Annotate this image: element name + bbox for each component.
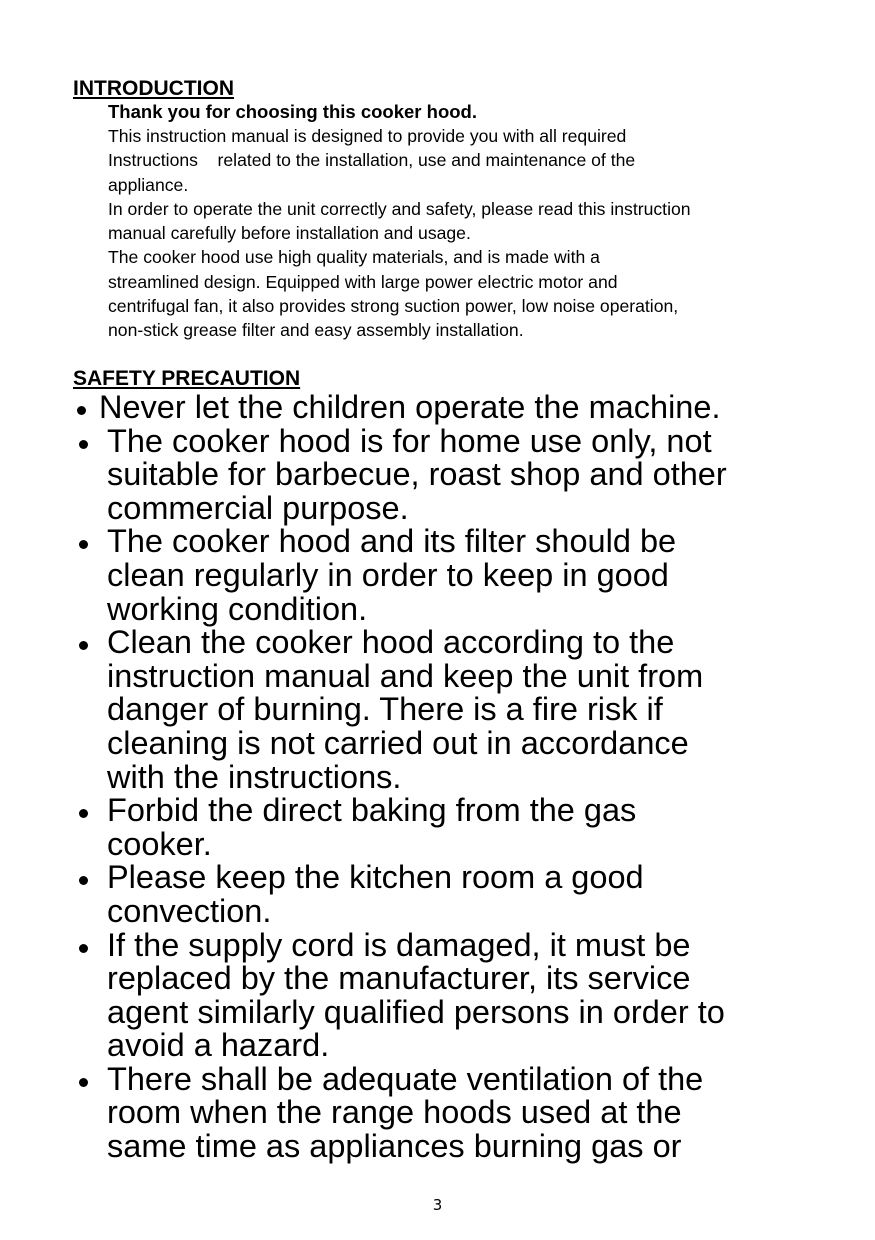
introduction-body (108, 100, 808, 343)
introduction-line: streamlined design. Equipped with large power electric motor and (108, 271, 618, 292)
bullet-icon (77, 406, 86, 415)
list-item-text: avoid a hazard. (107, 1027, 330, 1064)
list-item-text: commercial purpose. (107, 489, 409, 526)
introduction-line: centrifugal fan, it also provides strong suction power, low noise operation, (108, 296, 679, 317)
introduction-line: This instruction manual is designed to provide you with all required (108, 126, 627, 146)
list-item-text: same time as appliances burning gas or (107, 1128, 682, 1165)
list-item (0, 422, 875, 526)
list-item-text: instruction manual and keep the unit from (107, 657, 704, 694)
bullet-icon (79, 641, 88, 650)
list-item-text: clean regularly in order to keep in good (107, 556, 669, 593)
list-item (0, 626, 875, 794)
list-item-text: convection. (107, 892, 272, 929)
list-item (0, 391, 875, 425)
introduction-line: In order to operate the unit correctly and safety, please read this instruction (108, 198, 691, 219)
list-item-text: working condition. (107, 590, 368, 627)
list-item-text: Clean the cooker hood according to the (107, 624, 675, 661)
list-item-text: If the supply cord is damaged, it must be (107, 926, 691, 963)
introduction-lead: Thank you for choosing this cooker hood. (108, 101, 477, 122)
introduction-line: manual carefully before installation and usage. (108, 223, 471, 244)
list-item-text: danger of burning. There is a fire risk if (107, 691, 663, 728)
bullet-icon (79, 809, 88, 818)
list-item (0, 1060, 875, 1165)
list-item-text: agent similarly qualified persons in order to (107, 993, 725, 1030)
list-item-text: There shall be adequate ventilation of the (107, 1060, 704, 1097)
list-item-text: Forbid the direct baking from the gas (107, 792, 637, 829)
safety-heading: SAFETY PRECAUTION (73, 367, 301, 390)
list-item (0, 525, 875, 626)
introduction-heading: INTRODUCTION (73, 77, 234, 100)
list-item-text: suitable for barbecue, roast shop and other (107, 456, 727, 493)
list-item-text: Never let the children operate the machine. (99, 389, 721, 425)
list-item (0, 926, 875, 1064)
list-item-text: room when the range hoods used at the (107, 1094, 682, 1131)
list-item (0, 861, 875, 928)
list-item (0, 794, 875, 861)
bullet-icon (79, 440, 88, 449)
page-number: 3 (432, 1196, 443, 1214)
list-item-text: The cooker hood and its filter should be (107, 523, 677, 560)
list-item-text: replaced by the manufacturer, its service (107, 960, 691, 997)
list-item-text: The cooker hood is for home use only, not (107, 422, 712, 459)
introduction-line: Instructions related to the installation, use and maintenance of the (108, 150, 636, 171)
introduction-line: The cooker hood use high quality materials, and is made with a (108, 247, 600, 268)
list-item-text: cleaning is not carried out in accordance (107, 724, 689, 761)
introduction-line: appliance. (108, 174, 189, 195)
list-item-text: with the instructions. (107, 758, 402, 795)
safety-precaution-list (0, 391, 875, 1164)
bullet-icon (79, 876, 88, 885)
list-item-text: Please keep the kitchen room a good (107, 859, 644, 896)
bullet-icon (79, 944, 88, 953)
bullet-icon (79, 1078, 88, 1087)
bullet-icon (79, 540, 88, 549)
introduction-line: non-stick grease filter and easy assembly installation. (108, 320, 524, 341)
list-item-text: cooker. (107, 825, 212, 862)
